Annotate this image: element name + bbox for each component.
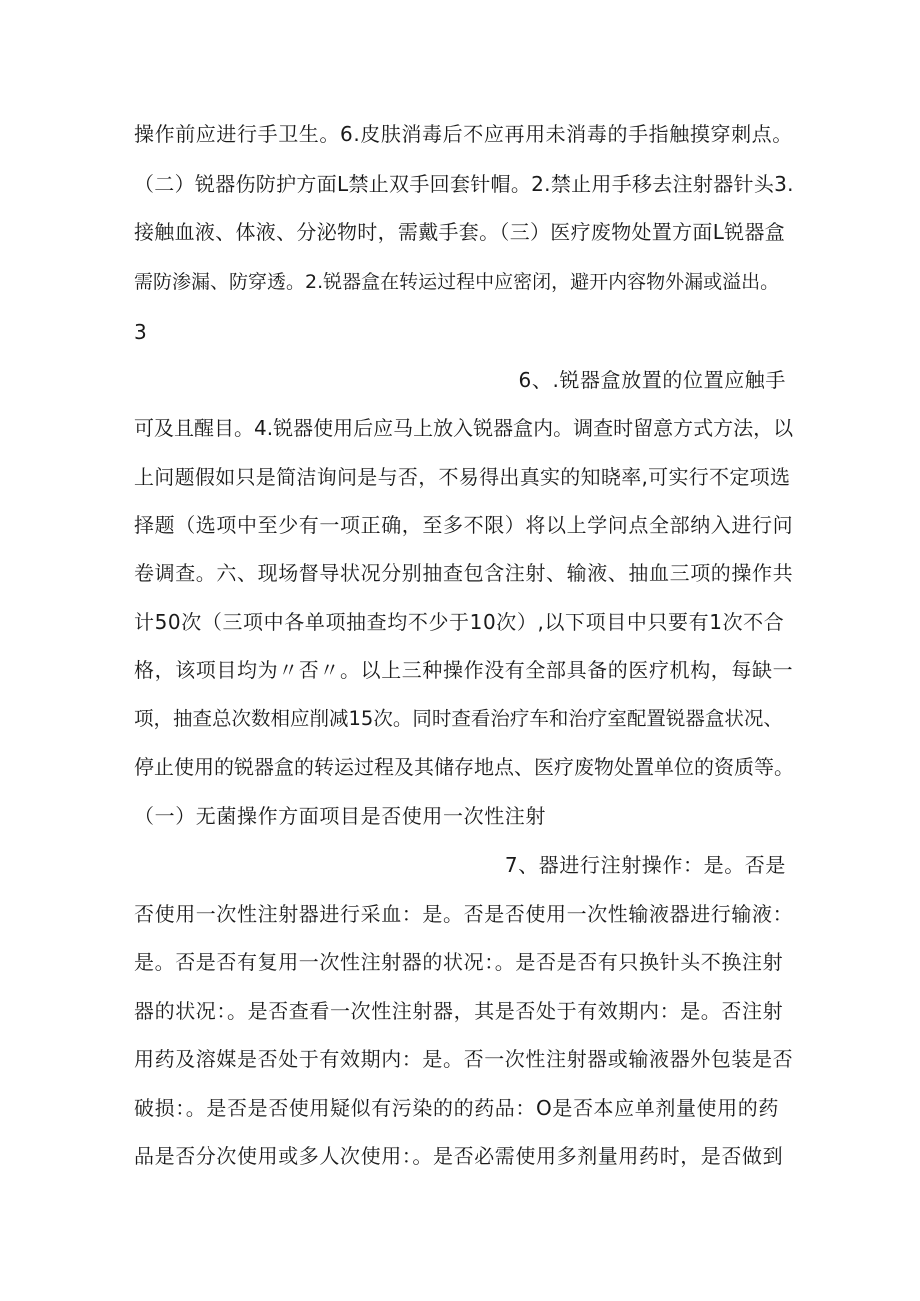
- text-line: 上问题假如只是简洁询问是与否，不易得出真实的知晓率,可实行不定项选: [134, 465, 791, 489]
- text-line: （一）无菌操作方面项目是否使用一次性注射: [134, 804, 546, 828]
- text-line: 否使用一次性注射器进行采血：是。否是否使用一次性输液器进行输液：: [134, 902, 794, 926]
- text-line: 卷调查。六、现场督导状况分别抽查包含注射、输液、抽血三项的操作共: [134, 561, 794, 585]
- text-line: 破损：。是否是否使用疑似有污染的的药品：O是否本应单剂量使用的药: [134, 1096, 779, 1120]
- text-line: 项，抽查总次数相应削减15次。同时查看治疗车和治疗室配置锐器盒状况、: [134, 707, 783, 730]
- text-line: 需防渗漏、防穿透。2.锐器盒在转运过程中应密闭，避开内容物外漏或溢出。: [134, 271, 780, 293]
- text-line: 是。否是否有复用一次性注射器的状况：。是否是否有只换针头不换注射: [134, 950, 784, 974]
- text-line: 用药及溶媒是否处于有效期内：是。否一次性注射器或输液器外包装是否: [134, 1047, 794, 1071]
- text-line: 可及且醒目。4.锐器使用后应马上放入锐器盒内。调查时留意方式方法，以: [134, 416, 794, 440]
- text-line: 操作前应进行手卫生。6.皮肤消毒后不应再用未消毒的手指触摸穿刺点。: [134, 122, 793, 146]
- text-line: 器的状况：。是否查看一次性注射器，其是否处于有效期内：是。否注射: [134, 999, 784, 1023]
- text-line: 计50次（三项中各单项抽查均不少于10次）,以下项目中只要有1次不合: [134, 610, 785, 634]
- text-line: 6、.锐器盒放置的位置应触手: [518, 368, 786, 392]
- text-line: 格，该项目均为〃否〃。以上三种操作没有全部具备的医疗机构，每缺一: [134, 658, 794, 682]
- text-line: 择题（选项中至少有一项正确，至多不限）将以上学问点全部纳入进行问: [134, 513, 794, 537]
- text-line: （二）锐器伤防护方面L禁止双手回套针帽。2.禁止用手移去注射器针头3.: [134, 172, 794, 196]
- text-line: 7、器进行注射操作：是。否是: [504, 853, 786, 877]
- text-line: 停止使用的锐器盒的转运过程及其储存地点、医疗废物处置单位的资质等。: [134, 755, 794, 779]
- text-line: 品是否分次使用或多人次使用：。是否必需使用多剂量用药时，是否做到: [134, 1144, 784, 1168]
- text-line: 接触血液、体液、分泌物时，需戴手套。（三）医疗废物处置方面L锐器盒: [134, 220, 786, 244]
- text-line: 3: [134, 320, 148, 344]
